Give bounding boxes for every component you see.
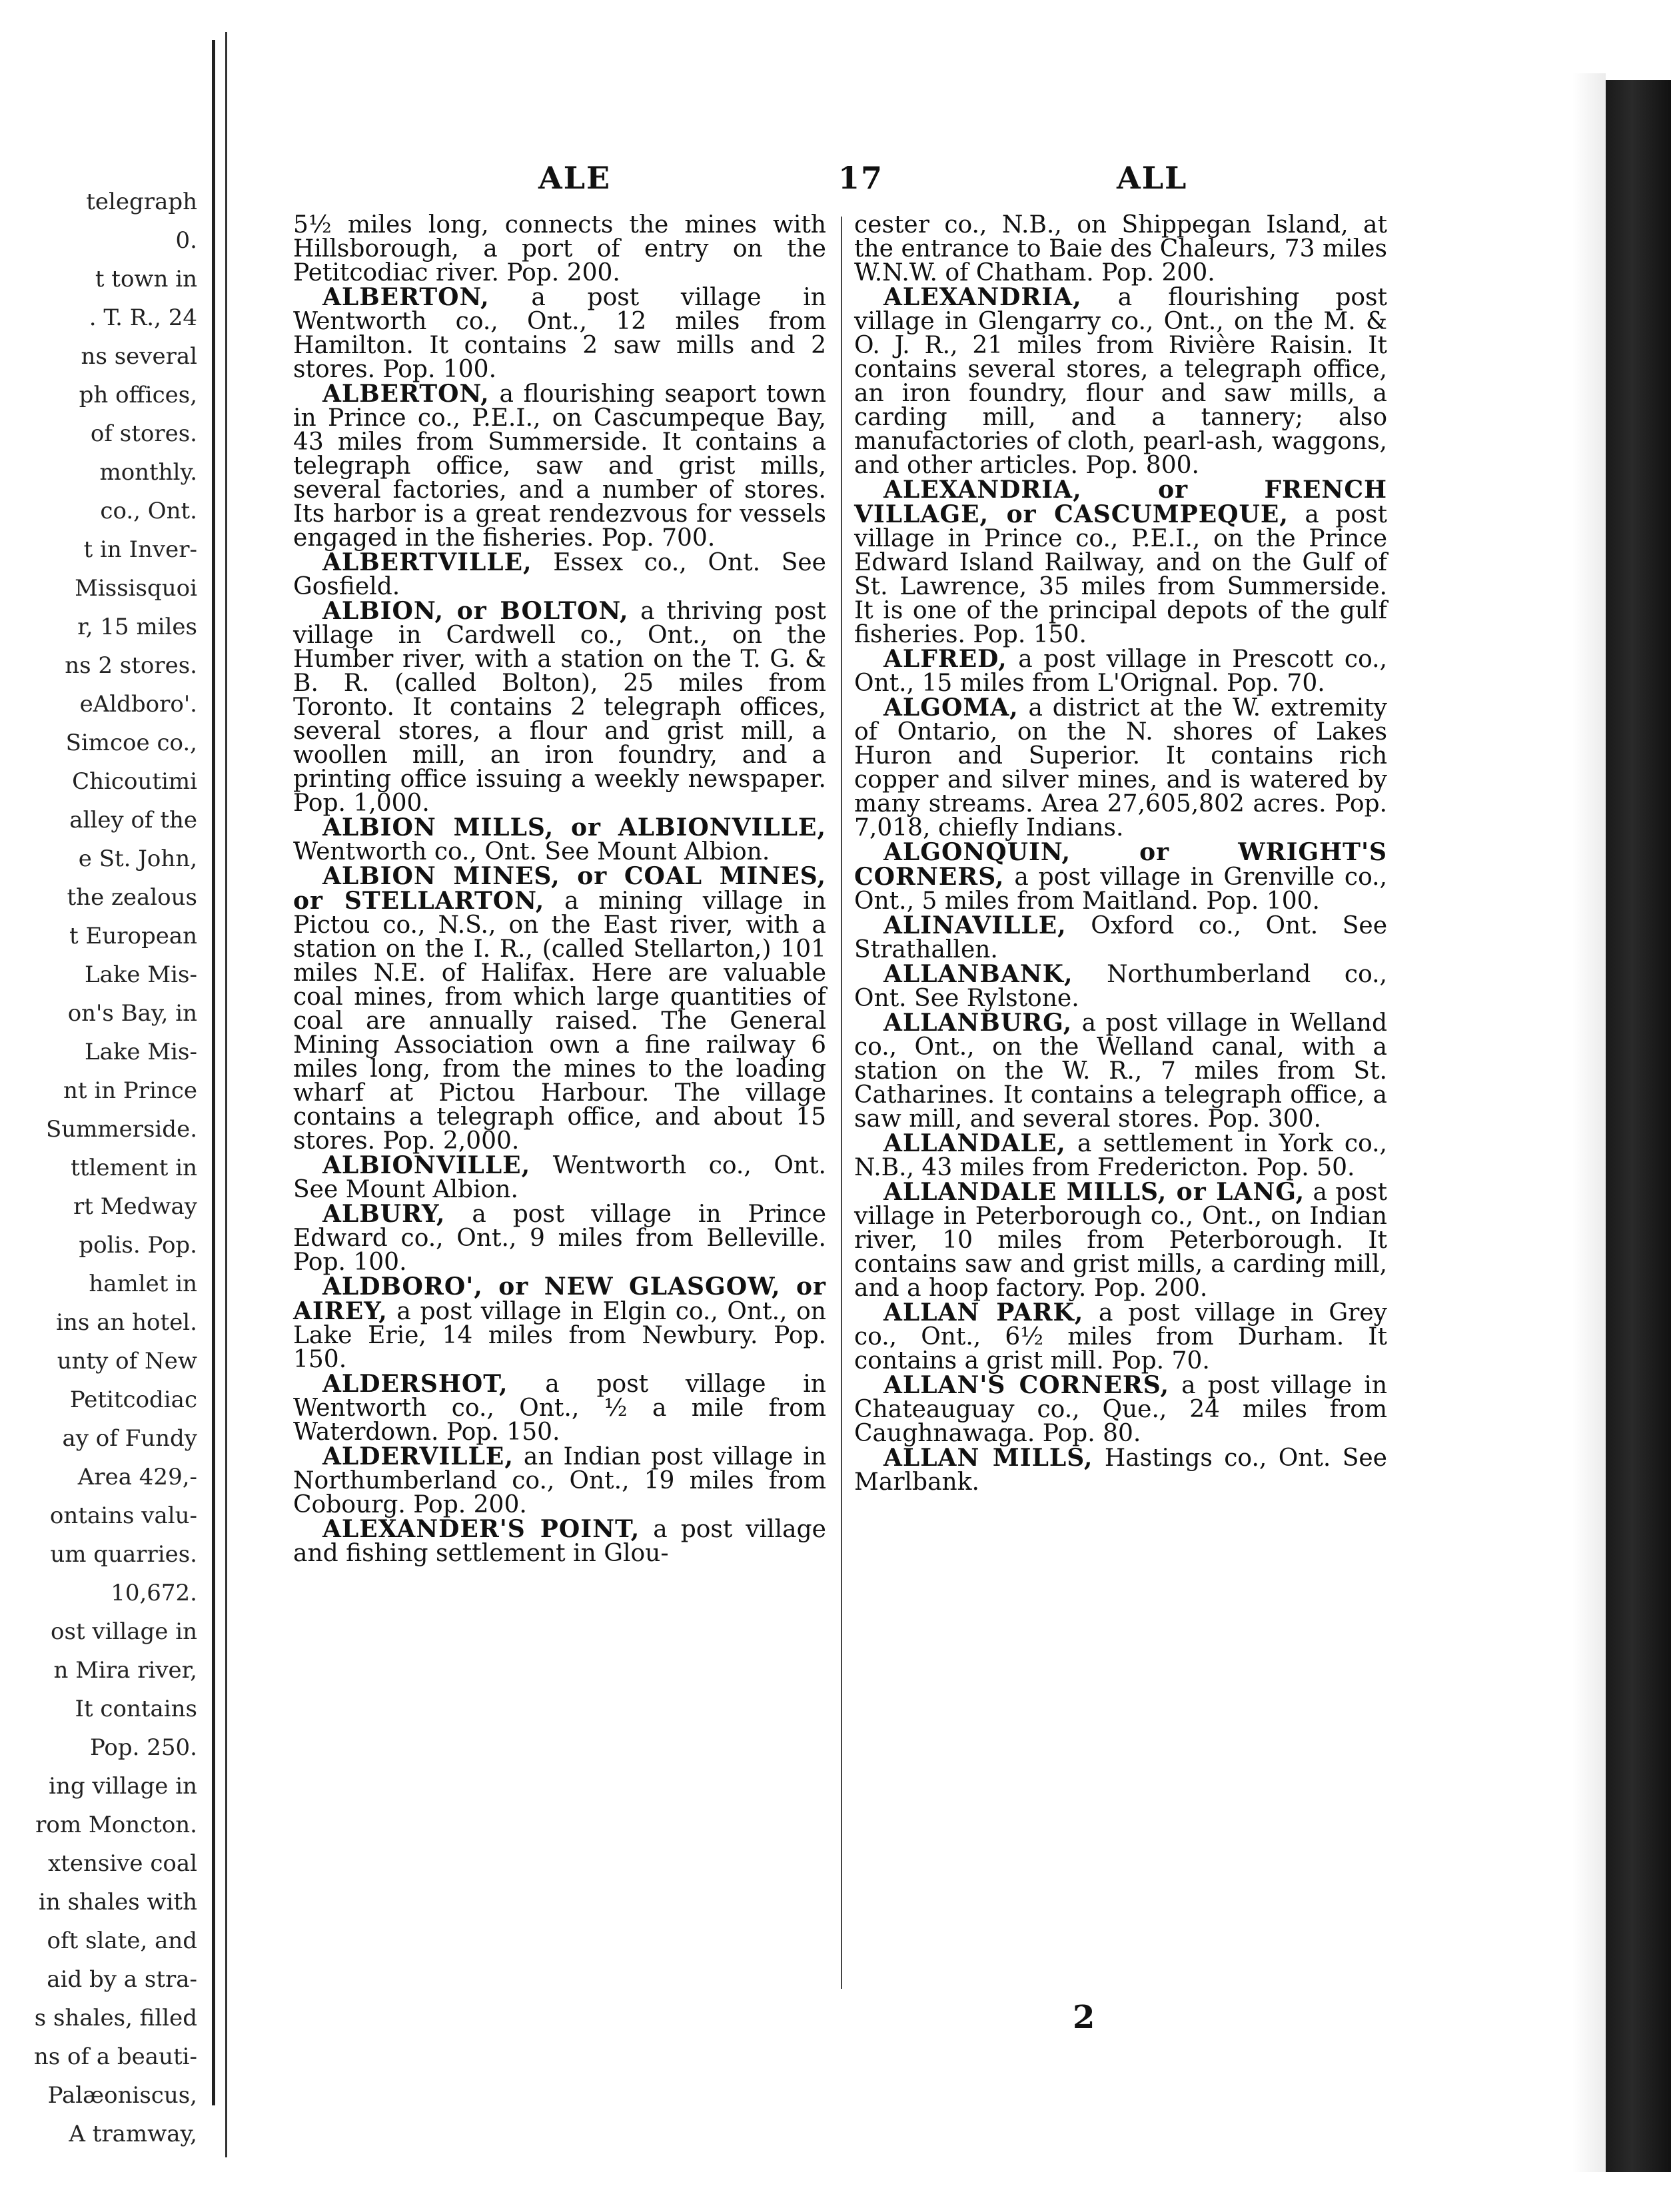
gazetteer-entry [854, 478, 1387, 647]
gazetteer-entry [293, 382, 826, 550]
left-page-fragment: polis. Pop. [79, 1232, 197, 1259]
entry-text: a post village in Grey co., Ont., 6½ miles from Durham. It contains a grist mill. Pop. 70. [854, 1299, 1387, 1375]
left-page-fragment: co., Ont. [100, 498, 197, 524]
left-page-fragment: monthly. [99, 459, 197, 486]
left-page-fragment: aid by a stra- [47, 1966, 197, 1993]
left-page-fragment: t European [69, 923, 197, 949]
entry-text: a post village and fishing settlement in Glou- [293, 1516, 826, 1567]
entry-text: a post village in Chateauguay co., Que., 24 miles from Caughnawaga. Pop. 80. [854, 1372, 1387, 1447]
left-page-fragment: nt in Prince [63, 1077, 197, 1104]
left-page-fragment: ns 2 stores. [65, 652, 197, 679]
gazetteer-entry [854, 962, 1387, 1011]
entry-text: cester co., N.B., on Shippegan Island, at the entrance to Baie des Chaleurs, 73 miles W.N.W. of Chatham. Pop. 200. [854, 211, 1387, 286]
gazetteer-entry [293, 1275, 826, 1372]
entry-text: a post village in Welland co., Ont., on the Welland canal, with a station on the W. R., 7 miles from St. Catharines. It contains a telegraph office, a saw mill, and several stores. Pop. 300. [854, 1009, 1387, 1133]
entry-text: a post village in Prescott co., Ont., 15 miles from L'Orignal. Pop. 70. [854, 646, 1387, 697]
book-binding [1606, 80, 1671, 2172]
entry-text: a post village in Prince Edward co., Ont., 9 miles from Belleville. Pop. 100. [293, 1201, 826, 1276]
left-page-fragment: ns of a beauti- [33, 2043, 197, 2070]
gazetteer-entry [854, 1131, 1387, 1180]
left-page-fragment: eAldboro'. [79, 691, 197, 718]
left-page-fragment: the zealous [67, 884, 197, 911]
left-page-fragment: oft slate, and [47, 1928, 197, 1954]
left-page-fragment: 10,672. [111, 1580, 197, 1606]
left-page-fragment: ing village in [49, 1773, 197, 1800]
left-page-fragment: It contains [75, 1696, 197, 1722]
entry-headword: ALLAN PARK, [883, 1299, 1084, 1327]
entry-text: a post village in Grenville co., Ont., 5 miles from Maitland. Pop. 100. [854, 863, 1387, 915]
entry-text: a post village in Wentworth co., Ont., 12 miles from Hamilton. It contains 2 saw mills and 2 stores. Pop. 100. [293, 284, 826, 383]
left-page-fragment: Summerside. [45, 1116, 197, 1143]
left-page-fragment: . T. R., 24 [89, 304, 197, 331]
entry-text: a post village in Prince co., P.E.I., on the Prince Edward Island Railway, and on the Gulf of St. Lawrence, 35 miles from Summerside. It is one of the principal depots of the gulf fisheries. Pop. 150. [854, 501, 1387, 648]
left-page-fragment: e St. John, [78, 845, 197, 872]
entry-text: a mining village in Pictou co., N.S., on the East river, with a station on the I. R., (called Stellarton,) 101 miles N.E. of Halifax. Here are valuable coal mines, from which large quantities of coal are annually raised. The General Mining Association own a fine railway 6 miles long, from the mines to the loading wharf at Pictou Harbour. The village contains a telegraph office, and about 15 stores. Pop. 2,000. [293, 887, 826, 1155]
entry-text: a thriving post village in Cardwell co., Ont., on the Humber river, with a station on the T. G. & B. R. (called Bolton), 25 miles from Toronto. It contains 2 telegraph offices, several stores, a flour and grist mill, a woollen mill, an iron foundry, and a printing office issuing a weekly newspaper. Pop. 1,000. [293, 598, 827, 817]
left-page-fragment: unty of New [57, 1348, 197, 1375]
entry-headword: ALLAN'S CORNERS, [883, 1371, 1170, 1399]
entry-text: Northumberland co., Ont. See Rylstone. [854, 961, 1387, 1012]
gazetteer-entry [854, 696, 1387, 840]
gazetteer-entry [293, 285, 826, 382]
entry-text: a post village in Elgin co., Ont., on Lake Erie, 14 miles from Newbury. Pop. 150. [293, 1298, 826, 1373]
entry-text: a district at the W. extremity of Ontario, on the N. shores of Lakes Huron and Superior. It contains rich copper and silver mines, and is watered by many streams. Area 27,605,802 acres. Pop. 7,018, chiefly Indians. [854, 694, 1387, 841]
running-head-left: ALE [538, 160, 612, 196]
entry-text: a flourishing post village in Glengarry co., Ont., on the M. & O. J. R., 21 miles from Rivière Raisin. It contains several stores, a telegraph office, an iron foundry, flour and saw mills, a carding mill, and a tannery; also manufactories of cloth, pearl-ash, waggons, and other articles. Pop. 800. [854, 284, 1387, 479]
left-page-fragment: n Mira river, [53, 1657, 197, 1684]
left-page-fragment: on's Bay, in [67, 1000, 197, 1027]
entry-headword: ALEXANDER'S POINT, [322, 1515, 640, 1543]
entry-text: Wentworth co., Ont. See Mount Albion. [293, 1152, 826, 1203]
entry-text: 5½ miles long, connects the mines with Hillsborough, a port of entry on the Petitcodiac river. Pop. 200. [293, 211, 826, 286]
gazetteer-entry [854, 1373, 1387, 1446]
entry-text: a post village in Peterborough co., Ont., on Indian river, 10 miles from Peterborough. It contains saw and grist mills, a carding mill, and a hoop factory. Pop. 200. [854, 1179, 1387, 1302]
gazetteer-entry [293, 599, 826, 816]
left-page-fragment: hamlet in [89, 1271, 197, 1297]
entry-headword: ALEXANDRIA, or FRENCH VILLAGE, or CASCUMPEQUE, [854, 476, 1387, 528]
gazetteer-entry [293, 213, 826, 285]
gazetteer-entry [854, 1301, 1387, 1373]
left-page-fragment: Lake Mis- [84, 1039, 197, 1065]
left-page-fragment: telegraph [86, 189, 197, 215]
entry-headword: ALBERTON, [322, 380, 490, 408]
column-left [293, 213, 826, 1566]
gazetteer-entry [854, 285, 1387, 478]
entry-headword: ALFRED, [883, 645, 1007, 673]
left-page-fragment: alley of the [69, 807, 197, 833]
running-head-right: ALL [1117, 160, 1188, 196]
gazetteer-entry [854, 1180, 1387, 1301]
entry-headword: ALLANDALE, [883, 1129, 1066, 1157]
left-page-fragment: ttlement in [71, 1155, 197, 1181]
left-page-fragment: ins an hotel. [56, 1309, 197, 1336]
entry-headword: ALBURY, [322, 1200, 446, 1228]
entry-headword: ALDERVILLE, [322, 1442, 514, 1470]
left-page-fragment: t in Inver- [83, 536, 197, 563]
left-page-fragment: 0. [175, 227, 197, 254]
gazetteer-entry [293, 1202, 826, 1275]
left-page-fragment: Lake Mis- [84, 961, 197, 988]
entry-headword: ALLANDALE MILLS, or LANG, [883, 1178, 1305, 1206]
left-page-fragment: of stores. [90, 420, 197, 447]
column-rule [841, 217, 842, 1989]
left-page-fragment: Pop. 250. [89, 1734, 197, 1761]
gazetteer-entry [854, 840, 1387, 913]
entry-text: Hastings co., Ont. See Marlbank. [854, 1444, 1387, 1496]
entry-headword: ALLAN MILLS, [883, 1444, 1093, 1472]
entry-headword: ALEXANDRIA, [883, 283, 1082, 311]
gazetteer-entry [293, 550, 826, 599]
left-page-fragment: Palæoniscus, [47, 2082, 197, 2109]
left-page-fragment: xtensive coal [48, 1850, 197, 1877]
left-page-fragment: Area 429,- [77, 1464, 197, 1490]
left-page-fragment: rom Moncton. [35, 1812, 197, 1838]
entry-headword: ALBION, or BOLTON, [322, 597, 629, 625]
left-page-fragment: t town in [95, 266, 197, 292]
page-number: 17 [838, 160, 884, 196]
left-page-fragment: ontains valu- [49, 1502, 197, 1529]
entry-headword: ALLANBANK, [883, 960, 1073, 988]
gazetteer-entry [854, 1011, 1387, 1131]
entry-text: a settlement in York co., N.B., 43 miles from Fredericton. Pop. 50. [854, 1130, 1387, 1181]
left-page-fragment: ost village in [51, 1618, 197, 1645]
gazetteer-entry [293, 1517, 826, 1566]
left-page-fragment: um quarries. [50, 1541, 197, 1568]
gazetteer-entry [293, 816, 826, 864]
gazetteer-entry [854, 913, 1387, 962]
gazetteer-entry [854, 1446, 1387, 1494]
entry-text: Wentworth co., Ont. See Mount Albion. [293, 838, 770, 865]
entry-headword: ALGONQUIN, or WRIGHT'S CORNERS, [854, 838, 1387, 891]
left-page-fragment: ay of Fundy [62, 1425, 197, 1452]
previous-page-edge [0, 40, 215, 2147]
entry-headword: ALDBORO', or NEW GLASGOW, or AIREY, [293, 1273, 826, 1325]
entry-headword: ALBIONVILLE, [322, 1151, 531, 1179]
gazetteer-entry [293, 1444, 826, 1517]
left-page-fragment: ns several [81, 343, 197, 370]
left-page-fragment: Chicoutimi [72, 768, 197, 795]
left-page-fragment: s shales, filled [34, 2005, 197, 2031]
left-page-fragment: Missisquoi [75, 575, 197, 602]
entry-headword: ALBION MINES, or COAL MINES, or STELLARTON, [293, 862, 826, 915]
left-page-fragment: Petitcodiac [69, 1386, 197, 1413]
entry-text: a flourishing seaport town in Prince co., P.E.I., on Cascumpeque Bay, 43 miles from Summerside. It contains a telegraph office, saw and grist mills, several factories, and a number of stores. Its harbor is a great rendezvous for vessels engaged in the fisheries. Pop. 700. [293, 380, 826, 552]
left-page-fragment: Simcoe co., [65, 730, 197, 756]
entry-text: Essex co., Ont. See Gosfield. [293, 549, 826, 600]
entry-headword: ALINAVILLE, [883, 911, 1067, 939]
left-page-fragment: A tramway, [69, 2121, 197, 2147]
gazetteer-entry [293, 1153, 826, 1202]
gazetteer-entry [293, 1372, 826, 1444]
gazetteer-entry [854, 213, 1387, 285]
gazetteer-entry [293, 864, 826, 1153]
column-right [854, 213, 1387, 1494]
entry-headword: ALBERTON, [322, 283, 490, 311]
left-page-fragment: r, 15 miles [77, 614, 197, 640]
entry-text: Oxford co., Ont. See Strathallen. [854, 912, 1387, 963]
entry-headword: ALDERSHOT, [322, 1370, 508, 1398]
entry-text: a post village in Wentworth co., Ont., ½ a mile from Waterdown. Pop. 150. [293, 1371, 826, 1446]
entry-headword: ALBERTVILLE, [322, 548, 532, 576]
entry-headword: ALLANBURG, [883, 1009, 1073, 1037]
entry-text: an Indian post village in Northumberland co., Ont., 19 miles from Cobourg. Pop. 200. [293, 1443, 826, 1518]
entry-headword: ALBION MILLS, or ALBIONVILLE, [322, 814, 826, 841]
left-page-fragment: rt Medway [73, 1193, 197, 1220]
entry-headword: ALGOMA, [883, 694, 1019, 722]
signature-mark: 2 [1073, 1999, 1095, 2036]
gazetteer-entry [854, 647, 1387, 696]
left-page-fragment: ph offices, [79, 382, 197, 408]
left-page-fragment: in shales with [39, 1889, 197, 1916]
binding-shadow [1572, 73, 1606, 2172]
